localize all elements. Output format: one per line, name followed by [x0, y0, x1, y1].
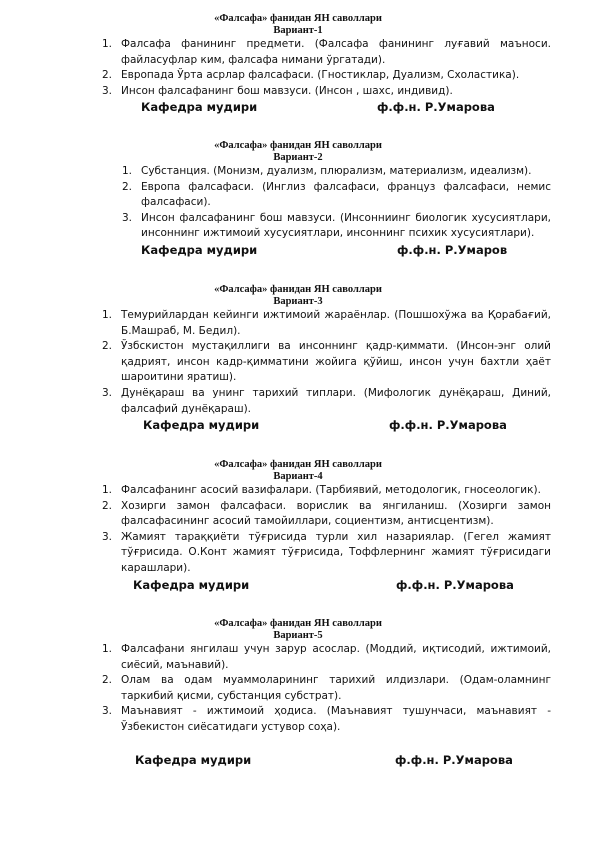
question-number: 1.	[102, 309, 113, 321]
question-text: Темурийлардан кейинги ижтимоий жараёнлар. (Пошшохўжа ва Қорабағий, Б.Машраб, М. Бедил).	[121, 309, 551, 337]
question-item	[122, 180, 551, 211]
question-number: 2.	[102, 674, 113, 687]
signature-line	[0, 242, 596, 258]
question-item	[102, 84, 551, 100]
question-item	[102, 308, 551, 339]
question-item	[102, 483, 551, 499]
department-head-label: Кафедра мудири	[141, 242, 258, 257]
variant-label: Вариант-2	[273, 152, 323, 163]
question-item	[122, 164, 551, 180]
question-item	[122, 211, 551, 242]
variant-title: «Фалсафа» фанидан ЯН саволлари	[214, 618, 382, 629]
question-list	[102, 37, 551, 99]
signatory-name: ф.ф.н. Р.Умарова	[395, 752, 513, 767]
variant-label: Вариант-1	[273, 25, 323, 36]
variant-label: Вариант-5	[273, 630, 323, 641]
question-number: 2.	[102, 340, 113, 353]
question-item	[102, 386, 551, 417]
question-text: Олам ва одам муаммоларининг тарихий илдизлари. (Одам-оламнинг таркибий қисми, субстанция субстрат).	[121, 674, 551, 702]
variant-label: Вариант-4	[273, 471, 323, 482]
question-text: Европа фалсафаси. (Инглиз фалсафаси, француз фалсафаси, немис фалсафаси).	[141, 180, 551, 209]
question-text: Инсон фалсафанинг бош мавзуси. (Инсон , шахс, индивид).	[121, 84, 453, 97]
question-list	[102, 642, 551, 736]
signature-line	[0, 99, 596, 115]
department-head-label: Кафедра мудири	[141, 100, 258, 115]
question-text: Ўзбскистон мустақиллиги ва инсоннинг қадр-қиммати. (Инсон-энг олий қадрият, инсон кадр-қимматини жойига қўйиш, инсон учун бахтли ҳаёт шароитини яратиш).	[121, 340, 551, 384]
question-text: Маънавият - ижтимоий ҳодиса. (Маънавият тушунчаси, маънавият - Ўзбекистон сиёсатидаги устувор соҳа).	[121, 705, 551, 733]
signature-line	[0, 577, 596, 593]
question-number: 3.	[102, 386, 113, 399]
signatory-name: ф.ф.н. Р.Умарова	[396, 577, 514, 592]
question-number: 3.	[102, 84, 113, 97]
question-number: 3.	[102, 705, 113, 718]
department-head-label: Кафедра мудири	[143, 418, 260, 433]
question-item	[102, 673, 551, 704]
variant-3-block	[0, 284, 596, 433]
question-number: 1.	[122, 165, 133, 177]
signature-line	[0, 752, 596, 768]
variant-label: Вариант-3	[273, 296, 323, 307]
question-number: 2.	[122, 180, 133, 193]
question-text: Инсон фалсафанинг бош мавзуси. (Инсонниинг биологик хусусиятлари, инсоннинг ижтимоий хусусиятлари, инсоннинг психик хусусиятлари).	[141, 211, 551, 240]
question-text: Хозирги замон фалсафаси. ворислик ва янгиланиш. (Хозирги замон фалсафасининг асосий тамойиллари, социентизм, антисцентизм).	[121, 499, 551, 528]
department-head-label: Кафедра мудири	[133, 577, 250, 592]
question-number: 2.	[102, 499, 113, 512]
question-text: Фалсафани янгилаш учун зарур асослар. (Моддий, иқтисодий, ижтимоий, сиёсий, маънавий).	[121, 643, 551, 671]
question-text: Дунёқараш ва унинг тарихий типлари. (Мифологик дунёқараш, Диний, фалсафий дунёқараш).	[121, 386, 551, 415]
question-number: 1.	[102, 484, 113, 496]
question-item	[102, 530, 551, 577]
signatory-name: ф.ф.н. Р.Умарова	[377, 100, 495, 115]
variant-2-block	[0, 140, 596, 258]
signatory-name: ф.ф.н. Р.Умарова	[389, 418, 507, 433]
question-number: 1.	[102, 643, 113, 655]
department-head-label: Кафедра мудири	[135, 752, 252, 767]
variant-1-block	[0, 13, 596, 115]
signatory-name: ф.ф.н. Р.Умаров	[397, 242, 508, 257]
variant-title: «Фалсафа» фанидан ЯН саволлари	[214, 140, 382, 151]
question-number: 3.	[122, 211, 133, 224]
signature-line	[0, 417, 596, 433]
question-text: Фалсафа фанининг предмети. (Фалсафа фанининг луғавий маъноси. файласуфлар ким, фалсафа нимани ўргатади).	[121, 38, 551, 66]
question-list	[102, 483, 551, 577]
question-number: 1.	[102, 38, 113, 50]
question-item	[102, 499, 551, 530]
question-text: Европада Ўрта асрлар фалсафаси. (Гностиклар, Дуализм, Схоластика).	[121, 69, 520, 82]
variant-title: «Фалсафа» фанидан ЯН саволлари	[214, 284, 382, 295]
question-item	[102, 339, 551, 386]
variant-5-block	[0, 618, 596, 768]
question-text: Жамият тараққиёти тўғрисида турли хил назариялар. (Гегел жамият тўғрисида. О.Конт жамият тўғрисида, Тоффлернинг жамият тўғрисидаги карашлари).	[121, 530, 551, 574]
variant-title: «Фалсафа» фанидан ЯН саволлари	[214, 459, 382, 470]
question-number: 2.	[102, 69, 113, 82]
variant-title: «Фалсафа» фанидан ЯН саволлари	[214, 13, 382, 24]
question-item	[102, 37, 551, 68]
question-item	[102, 68, 551, 84]
question-list	[122, 164, 551, 242]
question-text: Фалсафанинг асосий вазифалари. (Тарбиявий, методологик, гносеологик).	[121, 484, 541, 496]
question-number: 3.	[102, 530, 113, 543]
question-text: Субстанция. (Монизм, дуализм, плюрализм, материализм, идеализм).	[141, 165, 532, 177]
question-item	[102, 704, 551, 735]
variant-4-block	[0, 459, 596, 593]
question-list	[102, 308, 551, 417]
question-item	[102, 642, 551, 673]
